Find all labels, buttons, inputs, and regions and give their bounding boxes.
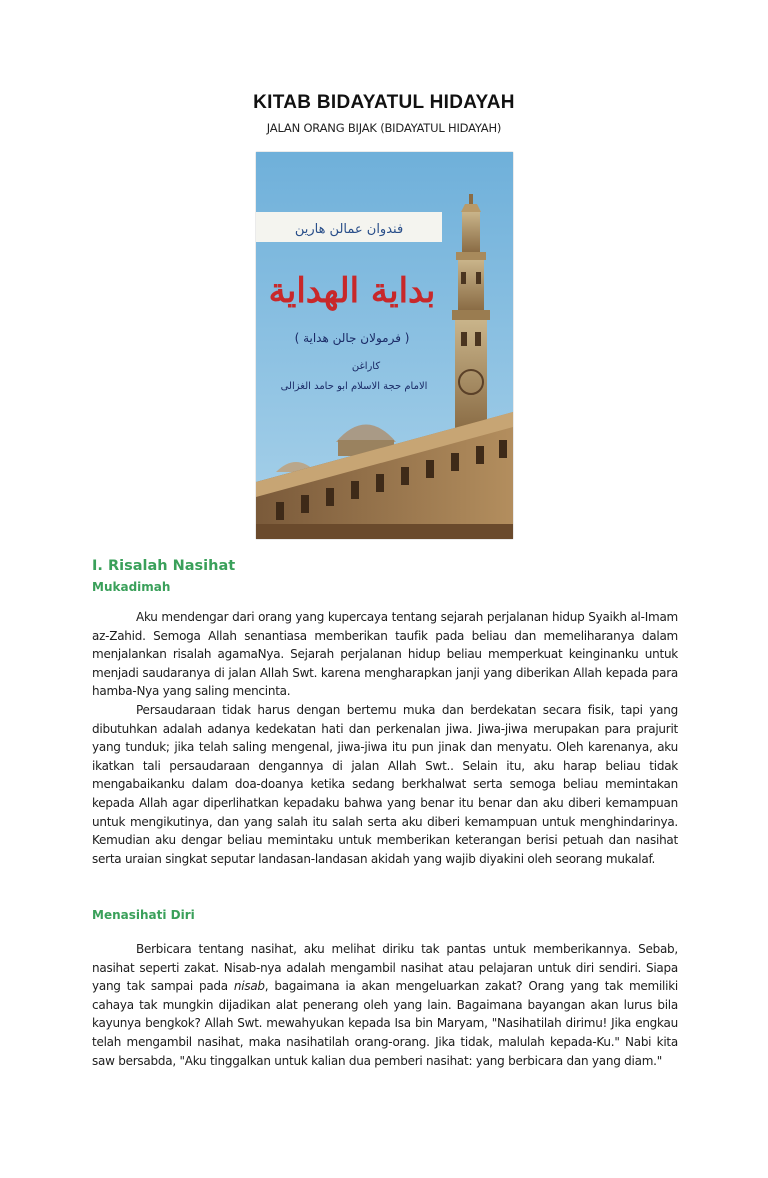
- document-title: KITAB BIDAYATUL HIDAYAH: [253, 92, 515, 113]
- paragraph: Persaudaraan tidak harus dengan bertemu muka dan berdekatan secara fisik, tapi yang dibutuhkan adalah adanya kedekatan hati dan perkenalan jiwa. Jiwa-jiwa merupakan para prajurit yang tunduk; jika telah saling mengenal, jiwa-jiwa itu pun jinak dan menyatu. Oleh karenanya, aku ikatkan tali persaudaraan dengannya di jalan Allah Swt.. Selain itu, aku harap beliau tidak mengabaikanku dalam doa-doanya ketika sedang berkhalwat serta semoga beliau memintakan kepada Allah agar diperlihatkan kepadaku bahwa yang benar itu benar dan aku diberi kemampuan untuk mengikutinya, dan yang salah itu salah serta aku diberi kemampuan untuk menghindarinya. Kemudian aku dengar beliau memintaku untuk memberikan keterangan berisi petuah dan nasihat serta uraian singkat seputar landasan-landasan akidah yang wajib diyakini oleh seorang mukalaf.: [92, 702, 678, 866]
- subheading-menasihati-diri: Menasihati Diri: [92, 908, 195, 922]
- paragraph-text: Berbicara tentang nasihat, aku melihat diriku tak pantas untuk memberikannya. Sebab, nasihat seperti zakat. Nisab-nya adalah mengambil nasihat atau pelajaran untuk diri sendiri. Siapa yang tak sampai pada: [92, 942, 678, 994]
- paragraph: [92, 940, 678, 1070]
- cover-imam-text: الامام حجة الاسلام ابو حامد الغزالى: [280, 381, 428, 392]
- document-subtitle: JALAN ORANG BIJAK (BIDAYATUL HIDAYAH): [266, 121, 502, 135]
- subheading-mukadimah: Mukadimah: [92, 580, 171, 594]
- paragraph-text: , bagaimana ia akan mengeluarkan zakat? Orang yang tak memiliki cahaya tak mungkin dijadikan alat penerang oleh yang lain. Bagaimana bayangan akan lurus bila kayunya bengkok? Allah Swt. mewahyukan kepada Isa bin Maryam, "Nasihatilah dirimu! Jika engkau telah mengambil nasihat, maka nasihatilah orang-orang. Jika tidak, malulah kepada-Ku." Nabi kita saw bersabda, "Aku tinggalkan untuk kalian dua pemberi nasihat: yang berbicara dan yang diam.": [92, 979, 678, 1068]
- cover-author-text: فندوان عمالن هارين: [294, 222, 404, 237]
- cover-by-text: كاراغن: [351, 361, 381, 372]
- cover-translation-text: ( فرمولان جالن هداية ): [294, 331, 410, 345]
- mukadimah-body: [92, 608, 678, 868]
- cover-title-calligraphy: بداية الهداية: [268, 271, 436, 311]
- section-heading-risalah-nasihat: I. Risalah Nasihat: [92, 558, 236, 574]
- italic-term: nisab: [233, 979, 265, 994]
- book-cover-image: [256, 152, 513, 539]
- menasihati-diri-body: [92, 940, 678, 1070]
- paragraph: Aku mendengar dari orang yang kupercaya tentang sejarah perjalanan hidup Syaikh al-Imam az-Zahid. Semoga Allah senantiasa memberikan taufik pada beliau dan memeliharanya dalam menjalankan risalah agamaNya. Sejarah perjalanan hidup beliau memperkuat keinginanku untuk menjadi saudaranya di jalan Allah Swt. karena mengharapkan janji yang diberikan Allah kepada para hamba-Nya yang saling mencinta.: [92, 610, 678, 699]
